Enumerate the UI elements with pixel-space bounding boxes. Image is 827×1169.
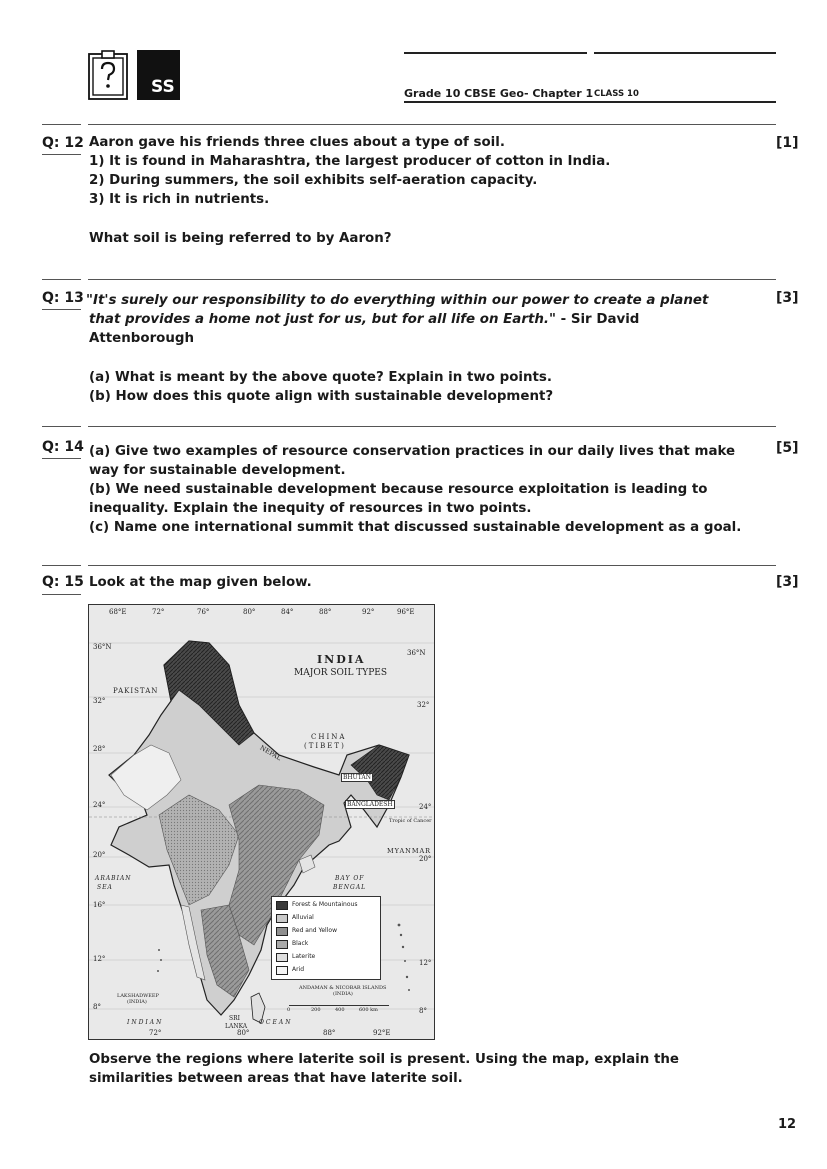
- tick-label: 88°: [323, 1029, 336, 1037]
- tick-label: 84°: [281, 608, 294, 616]
- legend-label: Forest & Mountainous: [292, 901, 358, 908]
- question-marks: [1]: [776, 135, 799, 151]
- lat-label: 20°: [93, 851, 106, 859]
- question-underline: [42, 458, 81, 459]
- separator: [88, 565, 776, 566]
- legend-label: Black: [292, 940, 309, 947]
- question-number: Q: 15: [42, 574, 84, 590]
- scale-label: 200: [311, 1007, 321, 1013]
- header-rule: [594, 52, 776, 54]
- tick-label: 96°E: [397, 608, 415, 616]
- scale-bar: [289, 1005, 389, 1006]
- place-label: SRI: [229, 1015, 240, 1022]
- question-marks: [3]: [776, 574, 799, 590]
- separator: [42, 565, 81, 566]
- tick-label: 76°: [197, 608, 210, 616]
- legend-label: Laterite: [292, 953, 316, 960]
- place-label: MYANMAR: [387, 847, 432, 855]
- legend-swatch: [276, 940, 288, 949]
- question-marks: [3]: [776, 290, 799, 306]
- question-number: Q: 12: [42, 135, 84, 151]
- place-label: LAKSHADWEEP: [117, 993, 159, 999]
- header-class: CLASS 10: [594, 89, 639, 99]
- quote-italic: that provides a home not just for us, but for all life on Earth.: [89, 312, 549, 327]
- place-label: Tropic of Cancer: [389, 818, 432, 824]
- page-number: 12: [778, 1117, 797, 1132]
- header-title: Grade 10 CBSE Geo- Chapter 1: [404, 87, 594, 100]
- legend-swatch: [276, 927, 288, 936]
- place-label: BHUTAN: [343, 774, 371, 781]
- scale-label: 600 km: [359, 1007, 378, 1013]
- question-part: (a) What is meant by the above quote? Explain in two points.: [89, 370, 552, 385]
- lat-label: 16°: [93, 901, 106, 909]
- legend-swatch: [276, 953, 288, 962]
- tick-label: 92°E: [373, 1029, 391, 1037]
- separator: [42, 279, 81, 280]
- separator: [88, 124, 776, 125]
- separator: [42, 426, 81, 427]
- place-label: BAY OF: [335, 875, 365, 882]
- legend-swatch: [276, 901, 288, 910]
- lat-label: 24°: [93, 801, 106, 809]
- question-text: way for sustainable development.: [89, 463, 346, 478]
- question-underline: [42, 594, 81, 595]
- quote-text: "It's surely our responsibility to do everything within our power to create a planet: [86, 293, 709, 308]
- place-label: BENGAL: [333, 884, 367, 891]
- map-legend: [271, 896, 381, 980]
- question-text: (a) Give two examples of resource conservation practices in our daily lives that make: [89, 444, 736, 459]
- lat-label: 28°: [93, 745, 106, 753]
- question-text: 2) During summers, the soil exhibits self-aeration capacity.: [89, 173, 538, 188]
- question-text: (b) We need sustainable development because resource exploitation is leading to: [89, 482, 708, 497]
- place-label: INDIAN: [127, 1019, 164, 1026]
- question-text: 1) It is found in Maharashtra, the largest producer of cotton in India.: [89, 154, 611, 169]
- question-text: (c) Name one international summit that discussed sustainable development as a goal.: [89, 520, 742, 535]
- question-marks: [5]: [776, 440, 799, 456]
- question-part: (b) How does this quote align with sustainable development?: [89, 389, 554, 404]
- map-subtitle: MAJOR SOIL TYPES: [294, 668, 388, 678]
- clipboard-question-icon: [88, 50, 128, 100]
- separator: [88, 279, 776, 280]
- header-rule: [404, 52, 587, 54]
- legend-swatch: [276, 914, 288, 923]
- header-rule: [404, 101, 776, 103]
- place-label: LANKA: [225, 1023, 248, 1030]
- lat-label: 8°: [419, 1007, 427, 1015]
- place-label: SEA: [97, 884, 113, 891]
- question-text: inequality. Explain the inequity of resources in two points.: [89, 501, 532, 516]
- lat-label: 32°: [93, 697, 106, 705]
- lat-label: 32°: [417, 701, 430, 709]
- question-number: Q: 13: [42, 290, 84, 306]
- separator: [42, 124, 81, 125]
- quote-author: " - Sir David: [548, 312, 640, 327]
- tick-label: 68°E: [109, 608, 127, 616]
- separator: [88, 426, 776, 427]
- scale-label: 400: [335, 1007, 345, 1013]
- question-text: What soil is being referred to by Aaron?: [89, 231, 392, 246]
- place-label: BANGLADESH: [347, 801, 393, 808]
- place-label: ANDAMAN & NICOBAR ISLANDS: [299, 985, 387, 991]
- logo-ss: SS: [137, 50, 180, 100]
- legend-label: Arid: [292, 966, 305, 973]
- question-text: Look at the map given below.: [89, 575, 312, 590]
- scale-label: 0: [287, 1007, 291, 1013]
- question-number: Q: 14: [42, 439, 84, 455]
- place-label: CHINA: [311, 733, 347, 741]
- question-underline: [42, 154, 81, 155]
- question-text: Aaron gave his friends three clues about a type of soil.: [89, 135, 505, 150]
- legend-label: Red and Yellow: [292, 927, 337, 934]
- lat-label: 24°: [419, 803, 432, 811]
- question-text: Observe the regions where laterite soil is present. Using the map, explain the: [89, 1052, 679, 1067]
- tick-label: 80°: [237, 1029, 250, 1037]
- india-soil-map: [88, 604, 435, 1040]
- question-text: similarities between areas that have laterite soil.: [89, 1071, 463, 1086]
- place-label: PAKISTAN: [113, 687, 159, 695]
- lat-label: 36°N: [93, 643, 112, 651]
- place-label: NEPAL: [258, 743, 283, 763]
- tick-label: 88°: [319, 608, 332, 616]
- lat-label: 36°N: [407, 649, 426, 657]
- legend-swatch: [276, 966, 288, 975]
- place-label: ARABIAN: [95, 875, 132, 882]
- lat-label: 20°: [419, 855, 432, 863]
- lat-label: 12°: [93, 955, 106, 963]
- place-label: OCEAN: [259, 1019, 293, 1026]
- lat-label: 8°: [93, 1003, 101, 1011]
- legend-label: Alluvial: [292, 914, 314, 921]
- tick-label: 72°: [149, 1029, 162, 1037]
- tick-label: 92°: [362, 608, 375, 616]
- tick-label: 72°: [152, 608, 165, 616]
- question-text: 3) It is rich in nutrients.: [89, 192, 270, 207]
- place-label: (TIBET): [304, 742, 346, 750]
- quote-author: Attenborough: [89, 331, 195, 346]
- place-label: (INDIA): [127, 999, 147, 1005]
- question-underline: [42, 309, 81, 310]
- place-label: (INDIA): [333, 991, 353, 997]
- map-title: INDIA: [317, 653, 366, 666]
- quote-text: [89, 310, 639, 329]
- tick-label: 80°: [243, 608, 256, 616]
- lat-label: 12°: [419, 959, 432, 967]
